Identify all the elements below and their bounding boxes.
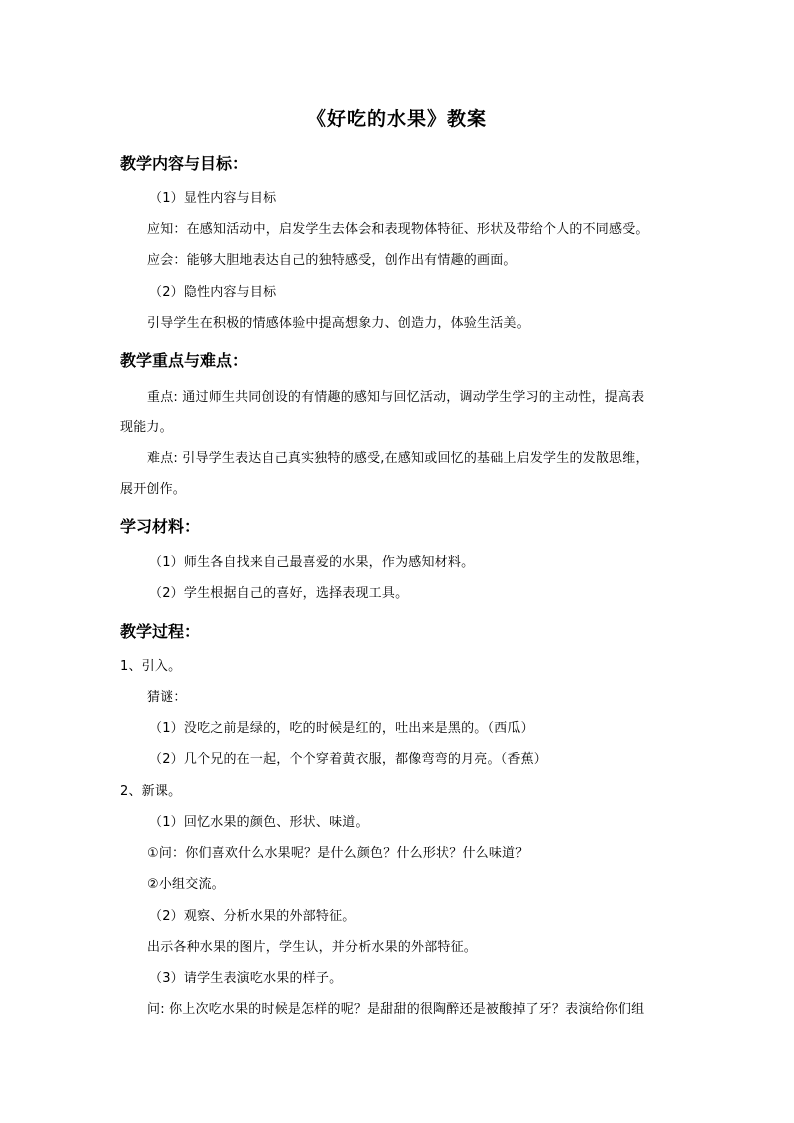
goals-guide: 引导学生在积极的情感体验中提高想象力、创造力，体验生活美。 [147,316,530,331]
materials-item2: （2）学生根据自己的喜好，选择表现工具。 [149,586,409,601]
heading-goals: 教学内容与目标： [120,154,249,173]
process-q2: ②小组交流。 [147,877,225,892]
heading-process: 教学过程： [120,622,201,641]
focus-key-line1: 重点: 通过师生共同创设的有情趣的感知与回忆活动，调动学生学习的主动性，提高表 [147,390,645,405]
document-title: 《好吃的水果》教案 [306,108,487,130]
process-step1: 1、引入。 [120,659,182,674]
heading-focus: 教学重点与难点： [120,351,249,370]
heading-materials: 学习材料： [120,517,201,536]
goals-explicit: （1）显性内容与目标 [149,191,277,206]
materials-item1: （1）师生各自找来自己最喜爱的水果，作为感知材料。 [149,555,475,570]
process-riddle: 猜谜： [147,690,187,705]
process-recall: （1）回忆水果的颜色、形状、味道。 [149,815,369,830]
process-ask: 问: 你上次吃水果的时候是怎样的呢？是甜甜的很陶醉还是被酸掉了牙？表演给你们组 [147,1002,645,1017]
focus-diff-line2: 展开创作。 [120,482,187,497]
process-show: 出示各种水果的图片，学生认，并分析水果的外部特征。 [147,940,478,955]
process-riddle2: （2）几个兄的在一起，个个穿着黄衣服，都像弯弯的月亮。（香蕉） [149,752,547,767]
process-step2: 2、新课。 [120,784,182,799]
goals-can: 应会：能够大胆地表达自己的独特感受，创作出有情趣的画面。 [147,253,517,268]
goals-implicit: （2）隐性内容与目标 [149,285,277,300]
focus-diff-line1: 难点: 引导学生表达自己真实独特的感受,在感知或回忆的基础上启发学生的发散思维， [147,451,649,466]
process-observe: （2）观察、分析水果的外部特征。 [149,909,356,924]
process-q1: ①问：你们喜欢什么水果呢？是什么颜色？什么形状？什么味道？ [147,846,529,861]
goals-know: 应知：在感知活动中，启发学生去体会和表现物体特征、形状及带给个人的不同感受。 [147,222,649,237]
process-riddle1: （1）没吃之前是绿的，吃的时候是红的，吐出来是黑的。（西瓜） [149,721,534,736]
focus-key-line2: 现能力。 [120,420,173,435]
process-act: （3）请学生表演吃水果的样子。 [149,971,343,986]
